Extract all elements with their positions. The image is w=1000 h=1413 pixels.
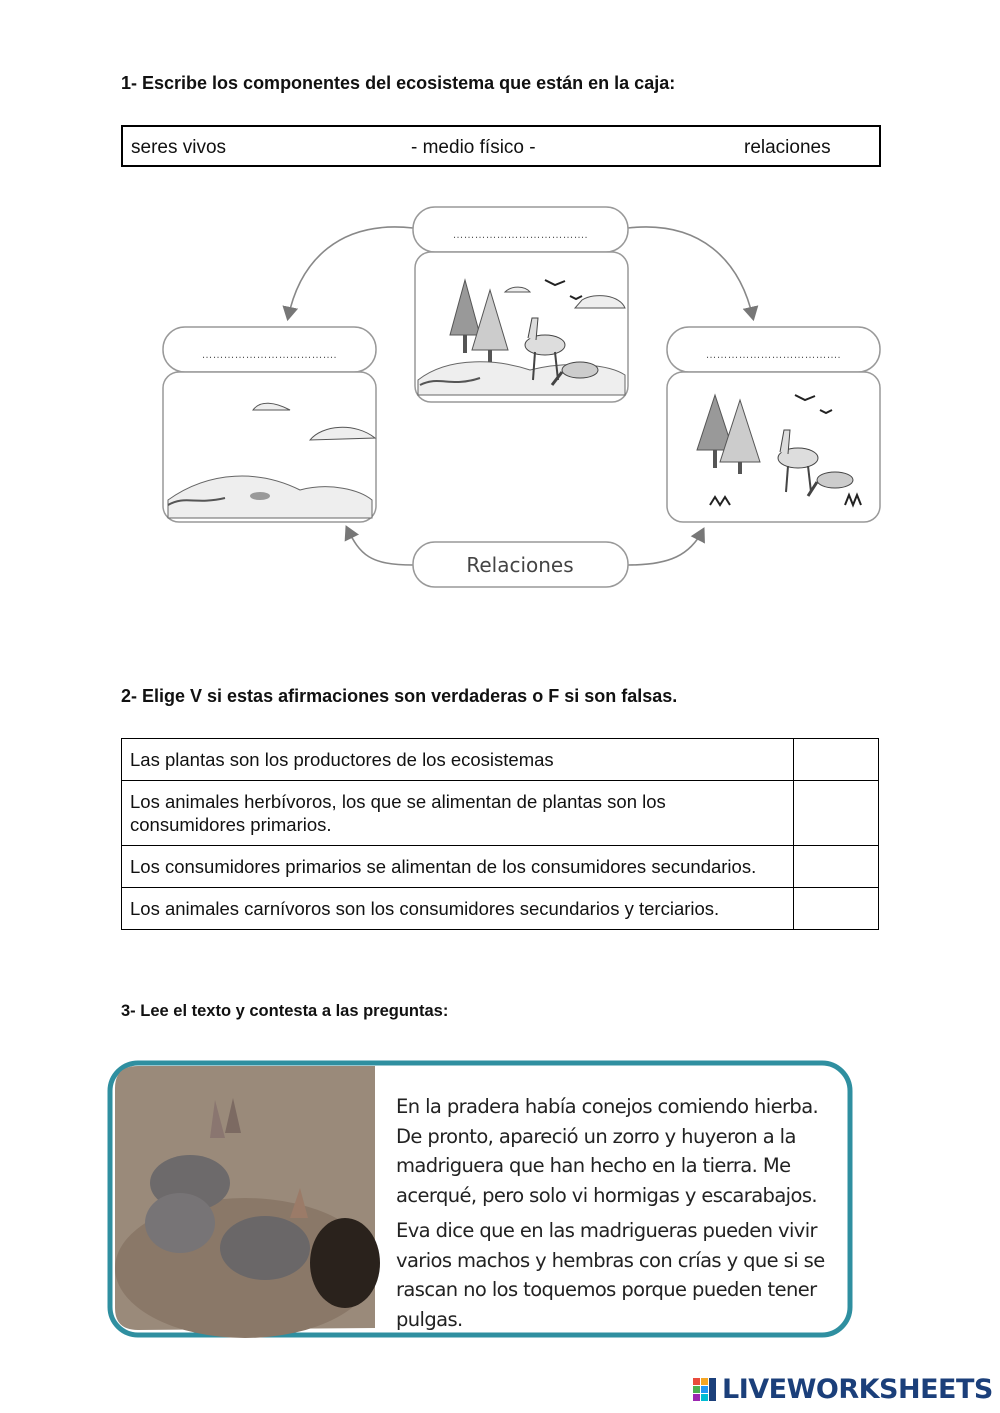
table-row: [122, 739, 879, 781]
true-false-table: [121, 738, 879, 930]
blank-left: ……………………………….: [201, 349, 337, 361]
question-1-title: 1- Escribe los componentes del ecosistema que están en la caja:: [121, 73, 676, 93]
blank-right: ……………………………….: [705, 349, 841, 361]
arrow-bottom-right: [628, 530, 703, 565]
physical-environment-image: [163, 372, 376, 522]
word-relaciones: relaciones: [744, 137, 831, 158]
logo-text: LIVEWORKSHEETS: [722, 1373, 993, 1405]
statement-cell: Los consumidores primarios se alimentan de los consumidores secundarios.: [122, 846, 794, 888]
answer-cell[interactable]: [794, 739, 879, 781]
word-seres-vivos: seres vivos: [131, 137, 227, 158]
living-beings-image: [667, 372, 880, 522]
table-row: [122, 781, 879, 846]
statement-cell: Las plantas son los productores de los ecosistemas: [122, 739, 794, 781]
answer-cell[interactable]: [794, 846, 879, 888]
reading-paragraph-1: En la pradera había conejos comiendo hierba. De pronto, apareció un zorro y huyeron a la madriguera que han hecho en la tierra. Me acerqué, pero solo vi hormigas y escarabajos.: [396, 1095, 819, 1207]
arrow-top-right: [628, 227, 753, 318]
relations-label: Relaciones: [466, 553, 574, 577]
arrow-top-left: [288, 227, 413, 318]
reading-paragraph-2: Eva dice que en las madrigueras pueden vivir varios machos y hembras con crías y que si se rascan no los toquemos porque pueden tener pulgas.: [396, 1219, 825, 1331]
logo-icon: [692, 1376, 718, 1402]
arrow-bottom-left: [347, 528, 413, 565]
blank-top: ……………………………….: [452, 229, 588, 241]
reading-text: [396, 1092, 846, 1340]
question-3-title: 3- Lee el texto y contesta a las preguntas:: [121, 1002, 449, 1020]
word-medio-fisico: - medio físico -: [411, 137, 536, 158]
answer-cell[interactable]: [794, 888, 879, 930]
table-row: [122, 888, 879, 930]
statement-cell: Los animales carnívoros son los consumidores secundarios y terciarios.: [122, 888, 794, 930]
ecosystem-image: [415, 252, 628, 402]
liveworksheets-logo: [692, 1372, 993, 1406]
table-row: [122, 846, 879, 888]
rabbits-photo: [115, 1066, 380, 1338]
word-bank-box: [121, 125, 881, 167]
ecosystem-diagram: [150, 200, 890, 600]
statement-cell: Los animales herbívoros, los que se alimentan de plantas son los consumidores primarios.: [122, 781, 794, 846]
question-2-title: 2- Elige V si estas afirmaciones son verdaderas o F si son falsas.: [121, 686, 678, 706]
answer-cell[interactable]: [794, 781, 879, 846]
